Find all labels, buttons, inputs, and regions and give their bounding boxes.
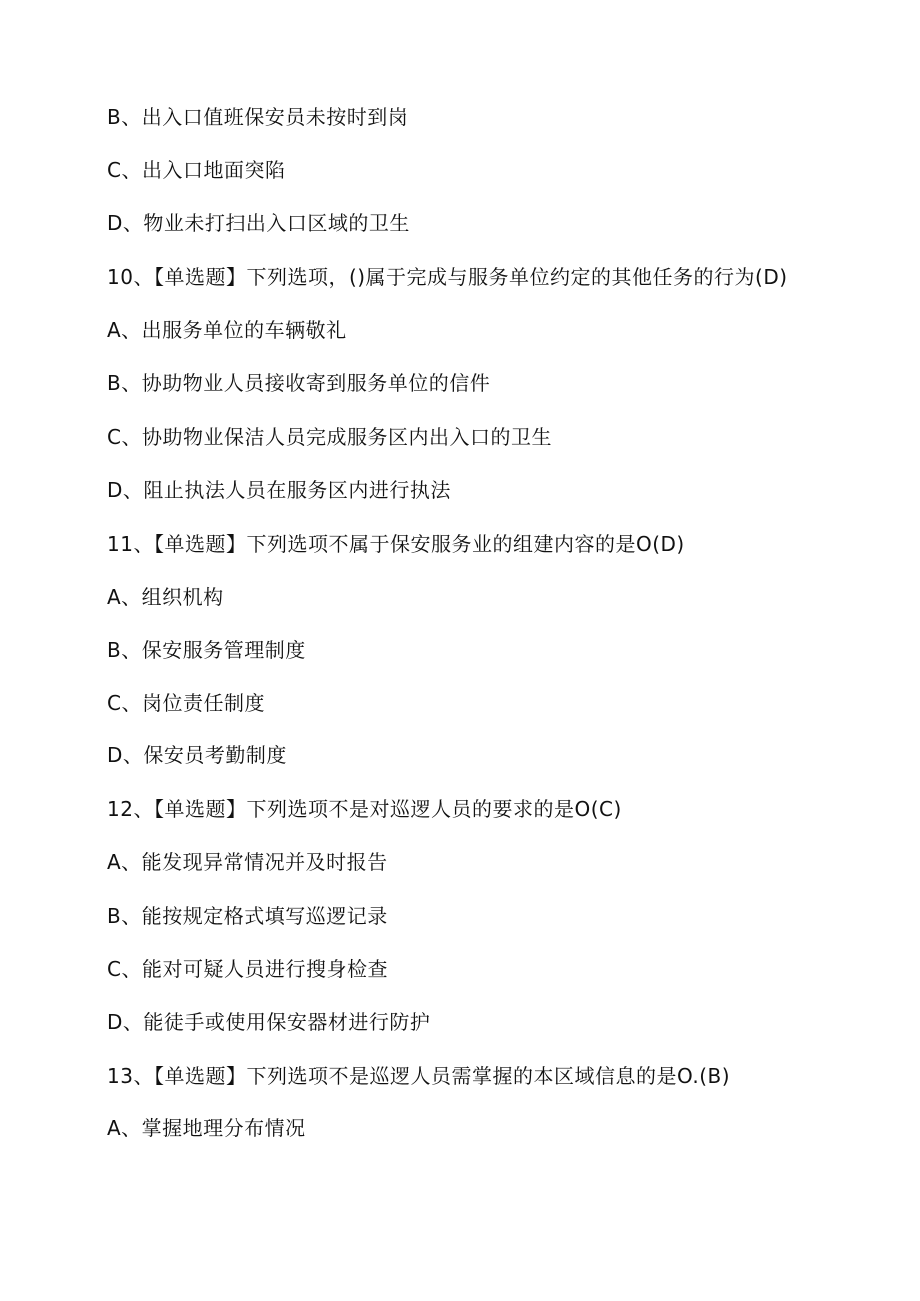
question-11: 11、【单选题】下列选项不属于保安服务业的组建内容的是O(D) [107,532,685,556]
option-d-q10: D、阻止执法人员在服务区内进行执法 [107,478,451,502]
option-a-q12: A、能发现异常情况并及时报告 [107,850,388,874]
option-a-q10: A、出服务单位的车辆敬礼 [107,318,347,342]
question-13: 13、【单选题】下列选项不是巡逻人员需掌握的本区域信息的是O.(B) [107,1064,731,1088]
option-a-q13: A、掌握地理分布情况 [107,1116,306,1140]
option-d-q9: D、物业未打扫出入口区域的卫生 [107,211,410,235]
question-12: 12、【单选题】下列选项不是对巡逻人员的要求的是O(C) [107,797,622,821]
option-a-q11: A、组织机构 [107,585,224,609]
option-d-q12: D、能徒手或使用保安器材进行防护 [107,1010,431,1034]
option-b-q9: B、出入口值班保安员未按时到岗 [107,105,409,129]
option-c-q9: C、出入口地面突陷 [107,158,286,182]
option-c-q10: C、协助物业保洁人员完成服务区内出入口的卫生 [107,425,552,449]
question-10: 10、【单选题】下列选项，()属于完成与服务单位约定的其他任务的行为(D) [107,265,788,289]
option-b-q10: B、协助物业人员接收寄到服务单位的信件 [107,371,491,395]
option-c-q11: C、岗位责任制度 [107,691,265,715]
option-b-q11: B、保安服务管理制度 [107,638,306,662]
option-b-q12: B、能按规定格式填写巡逻记录 [107,904,388,928]
option-d-q11: D、保安员考勤制度 [107,743,287,767]
option-c-q12: C、能对可疑人员进行搜身检查 [107,957,388,981]
